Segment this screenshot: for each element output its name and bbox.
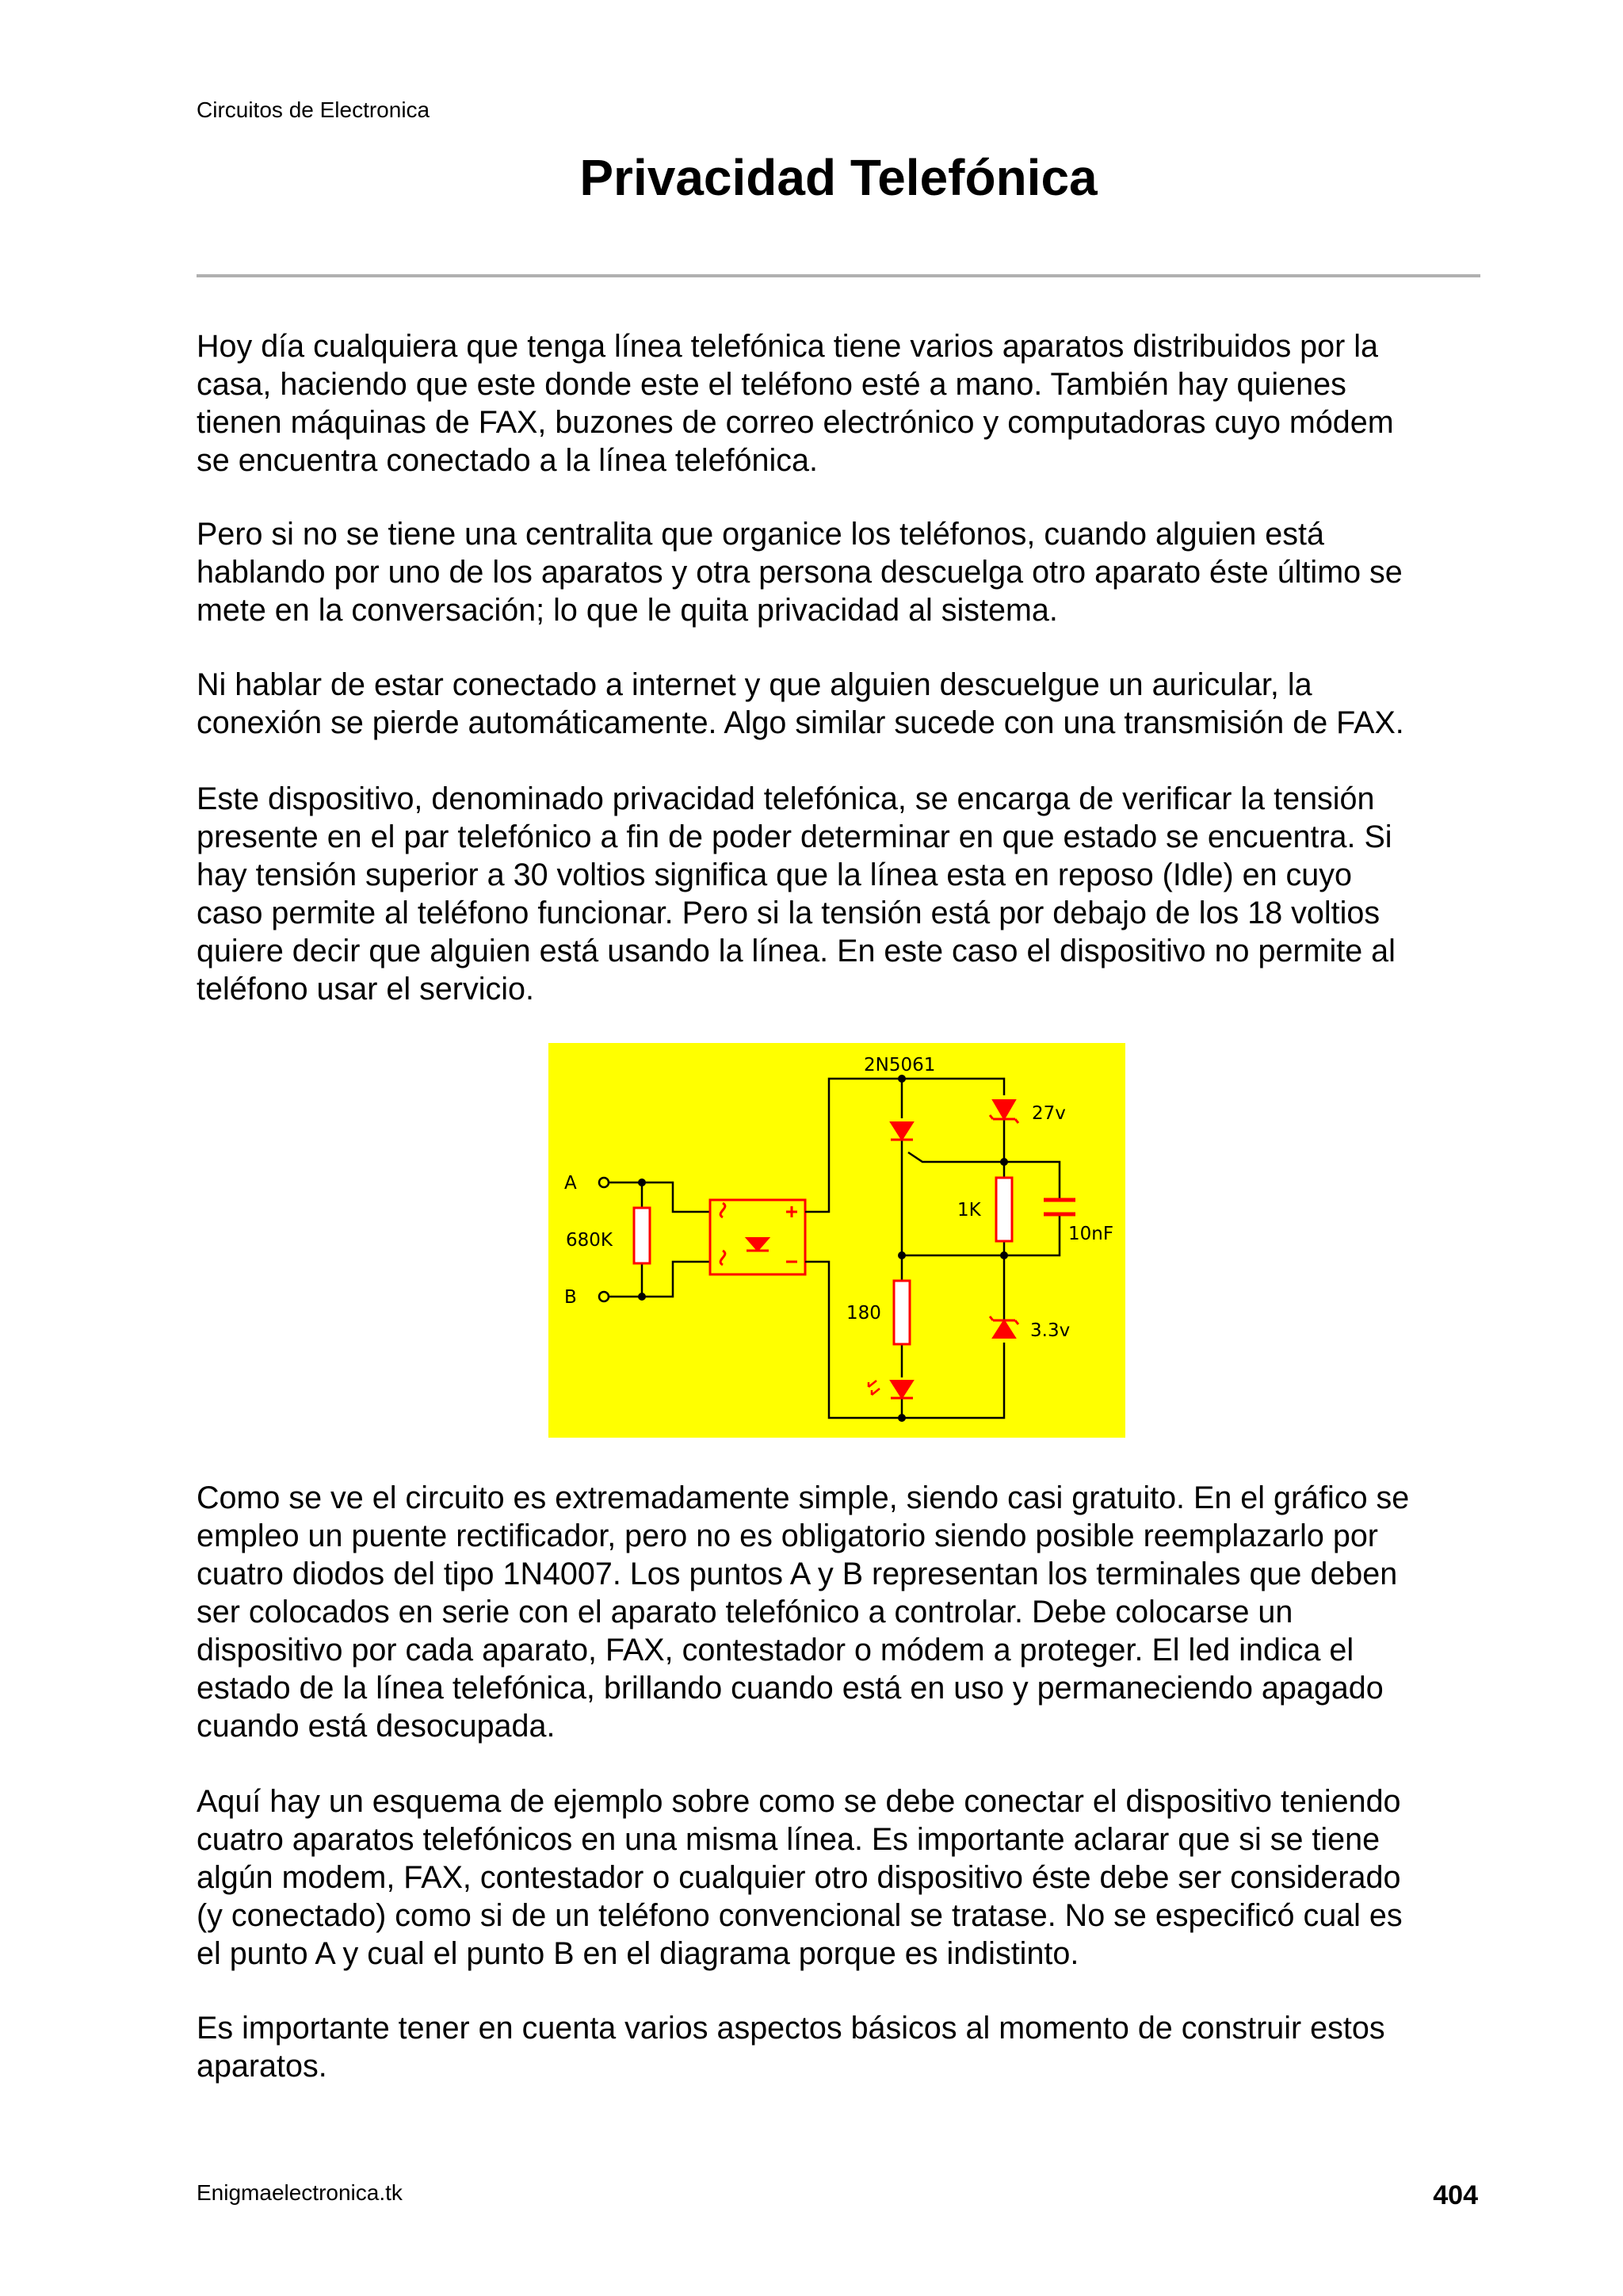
paragraph-line: el punto A y cual el punto B en el diagrama porque es indistinto. [197,1936,1079,1971]
paragraph-line: Este dispositivo, denominado privacidad telefónica, se encarga de verificar la tensión [197,781,1375,816]
label-terminal-b: B [564,1287,577,1308]
junction-dot [898,1251,906,1259]
label-zener-bottom: 3.3v [1030,1320,1071,1341]
bridge-ac-symbol [720,1203,725,1265]
wire [908,1152,1004,1162]
paragraph-line: estado de la línea telefónica, brillando cuando está en uso y permaneciendo apagado [197,1671,1384,1706]
paragraph-line: presente en el par telefónico a fin de poder determinar en que estado se encuentra. Si [197,819,1392,854]
paragraph-line: aparatos. [197,2049,327,2084]
wire [805,1079,902,1212]
scr-symbol [891,1122,913,1140]
paragraph-line: cuatro diodos del tipo 1N4007. Los puntos A y B representan los terminales que deben [197,1557,1398,1591]
label-resistor-gate: 1K [957,1200,981,1221]
wire [604,1182,710,1212]
zener-27v-symbol [993,1100,1015,1119]
circuit-diagram [548,1043,1125,1438]
wire [902,1079,1004,1095]
label-capacitor: 10nF [1068,1224,1114,1244]
resistor-180 [894,1281,910,1344]
paragraph-line: Aquí hay un esquema de ejemplo sobre como se debe conectar el dispositivo teniendo [197,1784,1401,1819]
paragraph-line: hay tensión superior a 30 voltios significa que la línea esta en reposo (Idle) en cuyo [197,858,1352,892]
label-zener-top: 27v [1032,1103,1066,1124]
label-resistor-input: 680K [566,1230,613,1251]
paragraph-3 [197,666,1496,742]
paragraph-line: (y conectado) como si de un teléfono convencional se tratase. No se especificó cual es [197,1898,1403,1933]
paragraph-line: empleo un puente rectificador, pero no es obligatorio siendo posible reemplazarlo por [197,1519,1378,1553]
paragraph-6 [197,1782,1496,1973]
paragraph-line: Pero si no se tiene una centralita que organice los teléfonos, cuando alguien está [197,517,1324,552]
led-symbol [891,1381,913,1398]
junction-dot [1000,1251,1008,1259]
wire [902,1343,1004,1418]
paragraph-line: casa, haciendo que este donde este el teléfono esté a mano. También hay quienes [197,367,1346,402]
page-number: 404 [1433,2180,1478,2210]
terminal-a-node [599,1178,609,1187]
zener-3v3-symbol [993,1320,1015,1338]
junction-dot [1000,1158,1008,1166]
paragraph-line: algún modem, FAX, contestador o cualquier otro dispositivo éste debe ser considerado [197,1860,1401,1895]
bridge-diode-symbol [747,1238,769,1251]
paragraph-5 [197,1479,1496,1745]
paragraph-line: cuatro aparatos telefónicos en una misma línea. Es importante aclarar que si se tiene [197,1822,1381,1857]
label-terminal-a: A [564,1173,577,1194]
paragraph-line: mete en la conversación; lo que le quita privacidad al sistema. [197,593,1058,628]
paragraph-line: se encuentra conectado a la línea telefónica. [197,443,818,478]
label-resistor-led: 180 [846,1303,881,1324]
bridge-plus-symbol [786,1206,797,1217]
wire [805,1262,902,1418]
paragraph-line: Como se ve el circuito es extremadamente simple, siendo casi gratuito. En el gráfico se [197,1480,1410,1515]
junction-dot [638,1179,646,1186]
paragraph-1 [197,327,1496,479]
led-light-arrows [869,1381,880,1395]
terminal-b-node [599,1292,609,1301]
capacitor-10nf [1044,1200,1075,1214]
paragraph-line: quiere decir que alguien está usando la línea. En este caso el dispositivo no permite al [197,934,1396,968]
paragraph-line: teléfono usar el servicio. [197,972,534,1007]
paragraph-line: dispositivo por cada aparato, FAX, contestador o módem a proteger. El led indica el [197,1633,1354,1668]
wire [604,1262,710,1297]
paragraph-2 [197,515,1496,629]
paragraph-line: caso permite al teléfono funcionar. Pero si la tensión está por debajo de los 18 voltios [197,896,1381,930]
junction-dot [638,1293,646,1301]
paragraph-line: Es importante tener en cuenta varios aspectos básicos al momento de construir estos [197,2011,1385,2046]
resistor-1k [996,1178,1012,1241]
paragraph-line: Ni hablar de estar conectado a internet y que alguien descuelgue un auricular, la [197,667,1312,702]
paragraph-line: cuando está desocupada. [197,1709,556,1744]
junction-dot [898,1075,906,1083]
title-rule [197,274,1480,277]
running-head: Circuitos de Electronica [197,97,430,122]
paragraph-7 [197,2009,1496,2085]
paragraph-line: ser colocados en serie con el aparato telefónico a controlar. Debe colocarse un [197,1595,1293,1629]
page-title: Privacidad Telefónica [579,149,1098,206]
footer-site: Enigmaelectronica.tk [197,2180,403,2205]
paragraph-line: conexión se pierde automáticamente. Algo similar sucede con una transmisión de FAX. [197,705,1404,740]
resistor-680k [634,1208,650,1263]
label-transistor: 2N5061 [864,1055,936,1075]
paragraph-line: tienen máquinas de FAX, buzones de correo electrónico y computadoras cuyo módem [197,405,1394,440]
junction-dot [898,1414,906,1422]
paragraph-line: Hoy día cualquiera que tenga línea telefónica tiene varios aparatos distribuidos por la [197,329,1378,364]
paragraph-4 [197,780,1496,1008]
paragraph-line: hablando por uno de los aparatos y otra persona descuelga otro aparato éste último se [197,555,1403,590]
